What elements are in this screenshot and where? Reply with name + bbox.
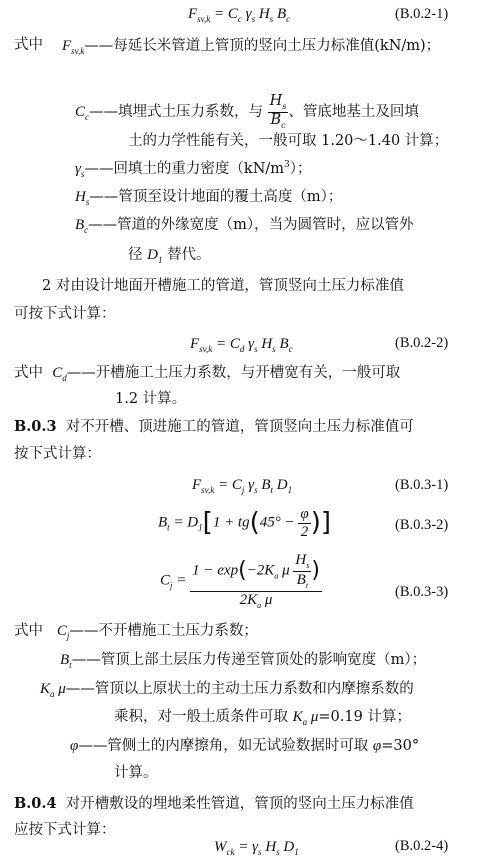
equation-label-b031: (B.0.3-1) [395, 477, 449, 493]
section-b04-line1: B.0.4 对开槽敷设的埋地柔性管道，管顶的竖向土压力标准值 [14, 795, 414, 812]
definition-cc: $C_c——$填埋式土压力系数，与 $\frac{H_s}{B_c}$ 、管底地基土及回填 [75, 93, 419, 130]
equation-label-b021: (B.0.2-1) [395, 6, 449, 22]
definition-cd: 式中 $C_d——$开槽施工土压力系数，与开槽宽有关，一般可取 [14, 365, 401, 383]
section-b03-line2: 按下式计算： [14, 446, 101, 462]
definition-hs: $H_s——$管顶至设计地面的覆土高度（m）； [75, 189, 343, 207]
definition-ka-mu-continued: 乘积，对一般土质条件可取 $K_a$ μ=0.19 计算； [114, 709, 411, 727]
equation-label-b033: (B.0.3-3) [395, 584, 449, 600]
definition-cj: 式中 $C_j——$不开槽施工土压力系数； [14, 623, 258, 641]
paragraph-2-line2: 可按下式计算： [14, 306, 116, 322]
definition-cc-continued: 土的力学性能有关，一般可取 1.20～1.40 计算； [128, 133, 449, 149]
section-b04-line2: 应按下式计算： [14, 822, 116, 838]
definition-bc-continued: 径 $D_1$ 替代。 [128, 247, 211, 265]
equation-b032: $B_t = D_1[1 + tg(45^\circ$ − $\frac{\varphi}{2}$ )] [158, 506, 332, 540]
equation-b033: $C_j$ = $1 - \exp(-2K_a$ μ $\frac{H_s}{B_t}$ ) $2K_a$ μ [160, 552, 320, 610]
equation-b021: $F_{sv,k} = C_c$ $\gamma_s$ $H_s$ $B_c$ [188, 6, 291, 24]
where-intro: 式中 [14, 37, 43, 53]
definition-fsvk: $F_{sv,k}——$每延长米管道上管顶的竖向土压力标准值(kN/m)； [62, 38, 441, 56]
definition-gamma: $\gamma_s——$回填土的重力密度$(kN/m^3)$； [75, 160, 312, 179]
section-number: B.0.3 [14, 418, 57, 435]
definition-cd-continued: 1.2 计算。 [115, 391, 187, 407]
definition-bt: $B_t——$管顶上部土层压力传递至管顶处的影响宽度（m）； [60, 652, 427, 670]
equation-b022: $F_{sv,k} = C_d$ $\gamma_s$ $H_s$ $B_c$ [190, 336, 293, 354]
definition-phi-continued: 计算。 [114, 765, 158, 781]
definition-phi: φ——管侧土的内摩擦角，如无试验数据时可取 φ=30° [70, 738, 420, 754]
equation-b024: $W_{ck} = \gamma_s$ $H_s$ $D_1$ [214, 839, 299, 857]
equation-label-b024: (B.0.2-4) [395, 838, 449, 854]
equation-label-b032: (B.0.3-2) [395, 517, 449, 533]
paragraph-2-line1: 2 对由设计地面开槽施工的管道，管顶竖向土压力标准值 [42, 278, 404, 294]
equation-b031: $F_{sv,k} = C_j$ $\gamma_s$ $B_t$ $D_1$ [192, 477, 293, 495]
equation-label-b022: (B.0.2-2) [395, 335, 449, 351]
section-number: B.0.4 [14, 795, 57, 812]
definition-bc: $B_c——$管道的外缘宽度（m），当为圆管时，应以管外 [75, 217, 414, 235]
definition-ka-mu: $K_a$ μ——管顶以上原状土的主动土压力系数和内摩擦系数的 [40, 681, 414, 699]
section-b03-line1: B.0.3 对不开槽、顶进施工的管道，管顶竖向土压力标准值可 [14, 418, 414, 435]
